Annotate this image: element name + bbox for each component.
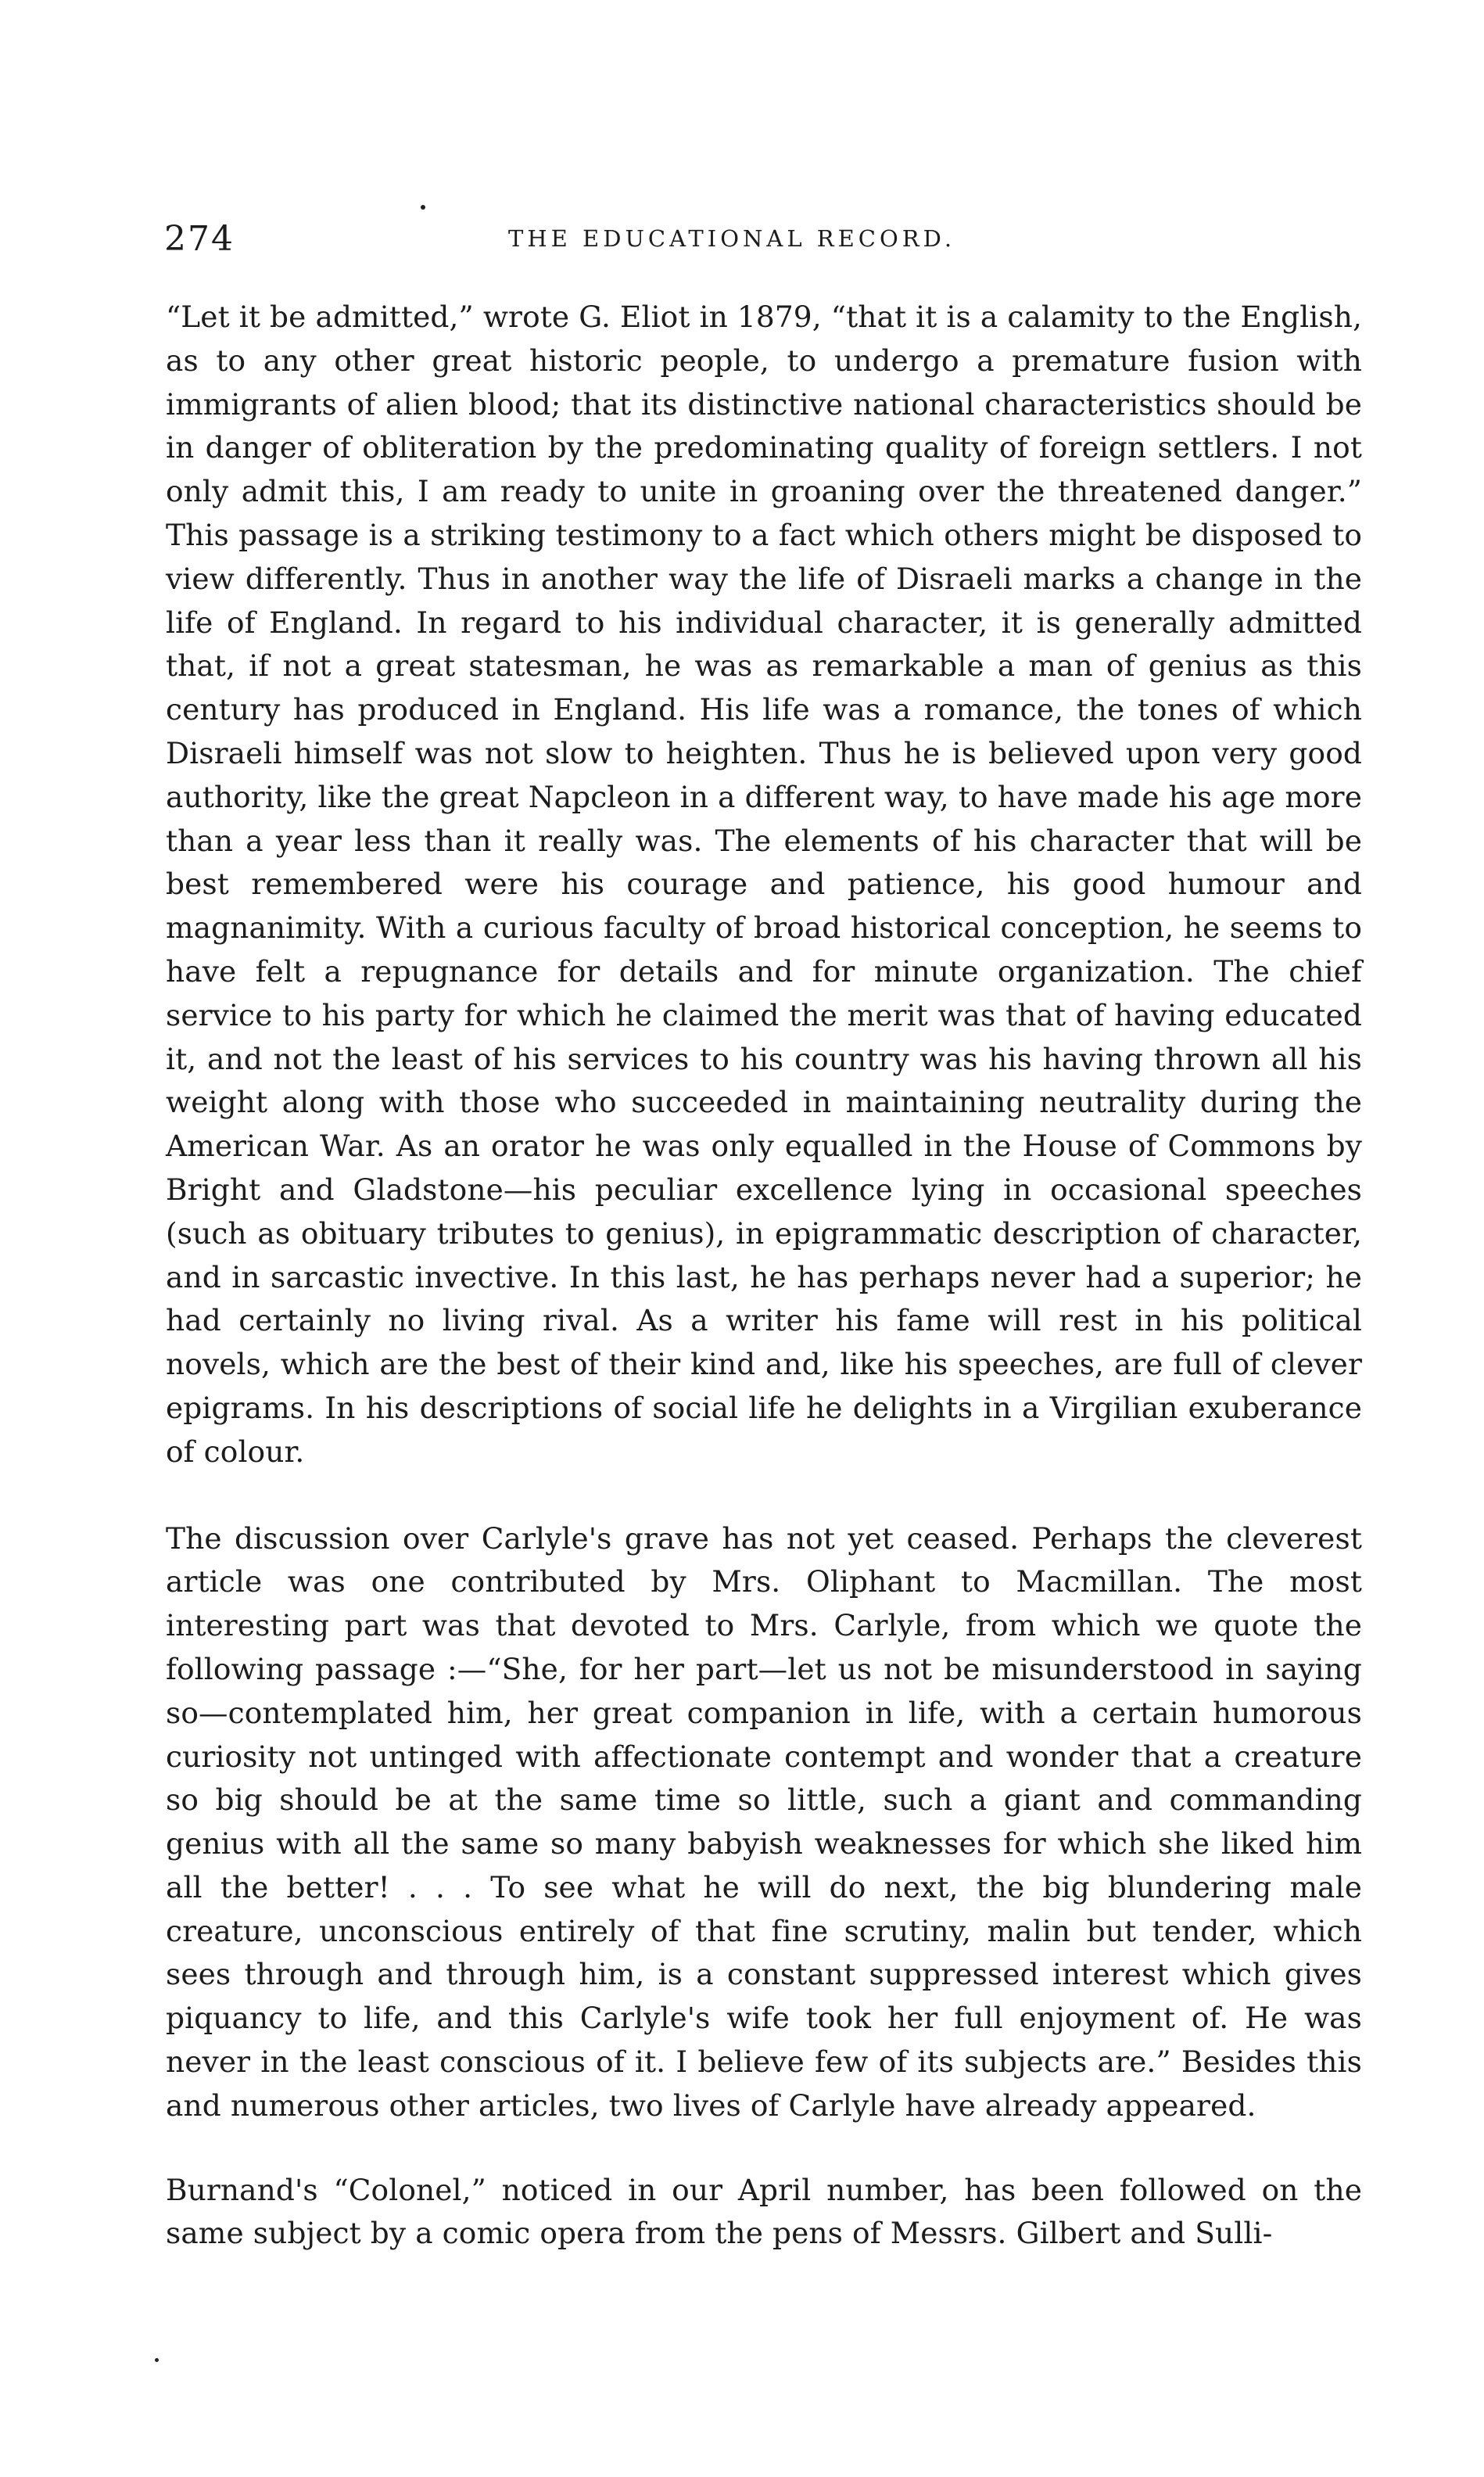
- stray-ink-dot-bottom: [155, 2358, 159, 2362]
- page-header: [164, 219, 1360, 266]
- text-body: [166, 296, 1362, 2256]
- stray-ink-dot: [421, 205, 425, 210]
- page-number: 274: [164, 219, 235, 259]
- running-head: THE EDUCATIONAL RECORD.: [508, 225, 956, 252]
- paragraph-burnand: Burnand's “Colonel,” noticed in our April number, has been followed on the same subject by a comic opera from the pens of Messrs. Gilbert and Sulli-: [166, 2172, 1362, 2251]
- paragraph-carlyle: The discussion over Carlyle's grave has not yet ceased. Perhaps the cleverest article was one contributed by Mrs. Oliphant to Macmillan. The most interesting part was that devoted to Mrs. Carlyle, from which we quote the following passage :—“She, for her part—let us not be misunderstood in saying so—contemplated him, her great companion in life, with a certain humorous curiosity not untinged with affectionate contempt and wonder that a creature so big should be at the same time so little, such a giant and commanding genius with all the same so many babyish weaknesses for which she liked him all the better! . . . To see what he will do next, the big blundering male creature, unconscious entirely of that fine scrutiny, malin but tender, which sees through and through him, is a constant suppressed interest which gives piquancy to life, and this Carlyle's wife took her full enjoyment of. He was never in the least conscious of it. I believe few of its subjects are.” Besides this and numerous other articles, two lives of Carlyle have already appeared.: [166, 1520, 1362, 2123]
- paragraph-eliot-disraeli: “Let it be admitted,” wrote G. Eliot in 1879, “that it is a calamity to the English, as to any other great historic people, to undergo a premature fusion with immigrants of alien blood; that its distinctive national characteristics should be in danger of obliteration by the predominating quality of foreign settlers. I not only admit this, I am ready to unite in groaning over the threatened danger.” This passage is a striking testimony to a fact which others might be disposed to view differently. Thus in another way the life of Disraeli marks a change in the life of England. In regard to his individual character, it is generally admitted that, if not a great statesman, he was as remarkable a man of genius as this century has produced in England. His life was a romance, the tones of which Disraeli himself was not slow to heighten. Thus he is believed upon very good authority, like the great Napcleon in a different way, to have made his age more than a year less than it really was. The elements of his character that will be best remembered were his courage and patience, his good humour and magnanimity. With a curious faculty of broad historical conception, he seems to have felt a repugnance for details and for minute organization. The chief service to his party for which he claimed the merit was that of having educated it, and not the least of his services to his country was his having thrown all his weight along with those who succeeded in maintaining neutrality during the American War. As an orator he was only equalled in the House of Commons by Bright and Gladstone—his peculiar excellence lying in occasional speeches (such as obituary tributes to genius), in epigrammatic description of character, and in sarcastic invective. In this last, he has perhaps never had a superior; he had certainly no living rival. As a writer his fame will rest in his political novels, which are the best of their kind and, like his speeches, are full of clever epigrams. In his descriptions of social life he delights in a Virgilian exuberance of colour.: [166, 300, 1362, 1469]
